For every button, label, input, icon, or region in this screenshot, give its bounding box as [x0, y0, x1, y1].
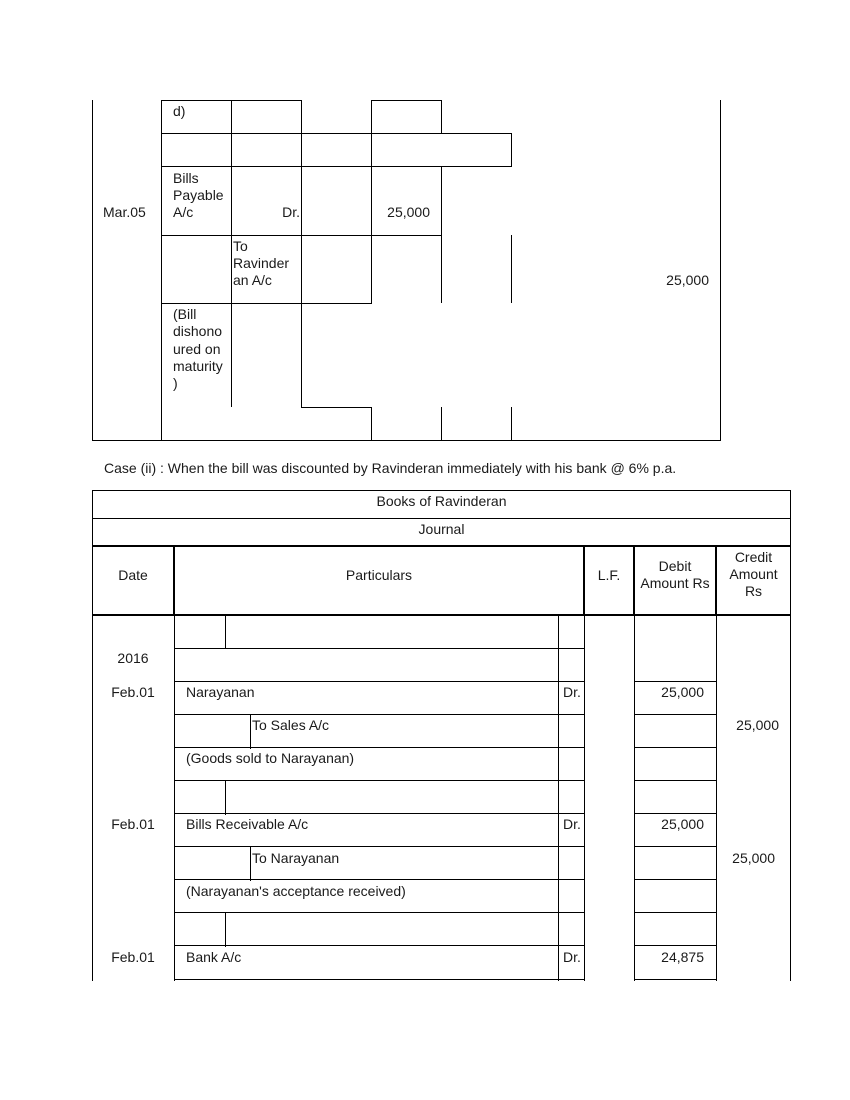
narration-line-5: ) [173, 375, 178, 391]
credit-account-line-3: an A/c [233, 272, 272, 288]
header-credit-line-2: Amount [729, 566, 778, 582]
header-debit-line-2: Amount Rs [640, 575, 710, 591]
header-credit-line-3: Rs [744, 583, 763, 599]
credit-account-line-2: Ravinder [233, 255, 290, 271]
narration-line-4: maturity [173, 358, 223, 374]
debit-account: Bank A/c [186, 949, 242, 965]
header-particulars: Particulars [345, 567, 413, 583]
narration-line-3: ured on [173, 341, 221, 357]
header-lf: L.F. [597, 567, 621, 583]
debit-amount: 24,875 [661, 949, 704, 965]
header-credit-line-1: Credit [734, 549, 773, 565]
narration: (Narayanan's acceptance received) [186, 883, 406, 899]
entry-date: Feb.01 [111, 816, 155, 832]
credit-account: To Narayanan [252, 850, 340, 866]
header-date: Date [118, 567, 148, 583]
credit-amount: 25,000 [736, 717, 779, 733]
debit-account-line-2: Payable [173, 187, 224, 203]
case-heading: Case (ii) : When the bill was discounted by Ravinderan immediately with his bank @ 6% p.a. [104, 460, 677, 476]
narration: (Goods sold to Narayanan) [186, 750, 355, 766]
journal-subtitle: Journal [418, 521, 465, 537]
narration-line-2: dishono [173, 323, 223, 339]
header-debit-line-1: Debit [658, 558, 692, 574]
entry-date: Feb.01 [111, 949, 155, 965]
entry-date: Mar.05 [103, 204, 146, 220]
dr-label: Dr. [563, 816, 581, 832]
debit-amount: 25,000 [661, 816, 704, 832]
credit-account: To Sales A/c [252, 717, 330, 733]
debit-amount: 25,000 [661, 684, 704, 700]
credit-account-line-1: To [233, 238, 248, 254]
debit-account-line-3: A/c [173, 204, 194, 220]
dr-label: Dr. [563, 949, 581, 965]
entry-date: Feb.01 [111, 684, 155, 700]
book-title: Books of Ravinderan [376, 493, 507, 509]
debit-account-line-1: Bills [173, 170, 199, 186]
debit-account: Narayanan [186, 684, 255, 700]
credit-amount: 25,000 [666, 272, 709, 288]
journal-year: 2016 [117, 650, 149, 666]
dr-label: Dr. [282, 204, 300, 220]
fragment-label-d: d) [173, 103, 186, 119]
dr-label: Dr. [563, 684, 581, 700]
credit-amount: 25,000 [732, 850, 775, 866]
narration-line-1: (Bill [173, 306, 197, 322]
debit-account: Bills Receivable A/c [186, 816, 309, 832]
debit-amount: 25,000 [387, 204, 430, 220]
